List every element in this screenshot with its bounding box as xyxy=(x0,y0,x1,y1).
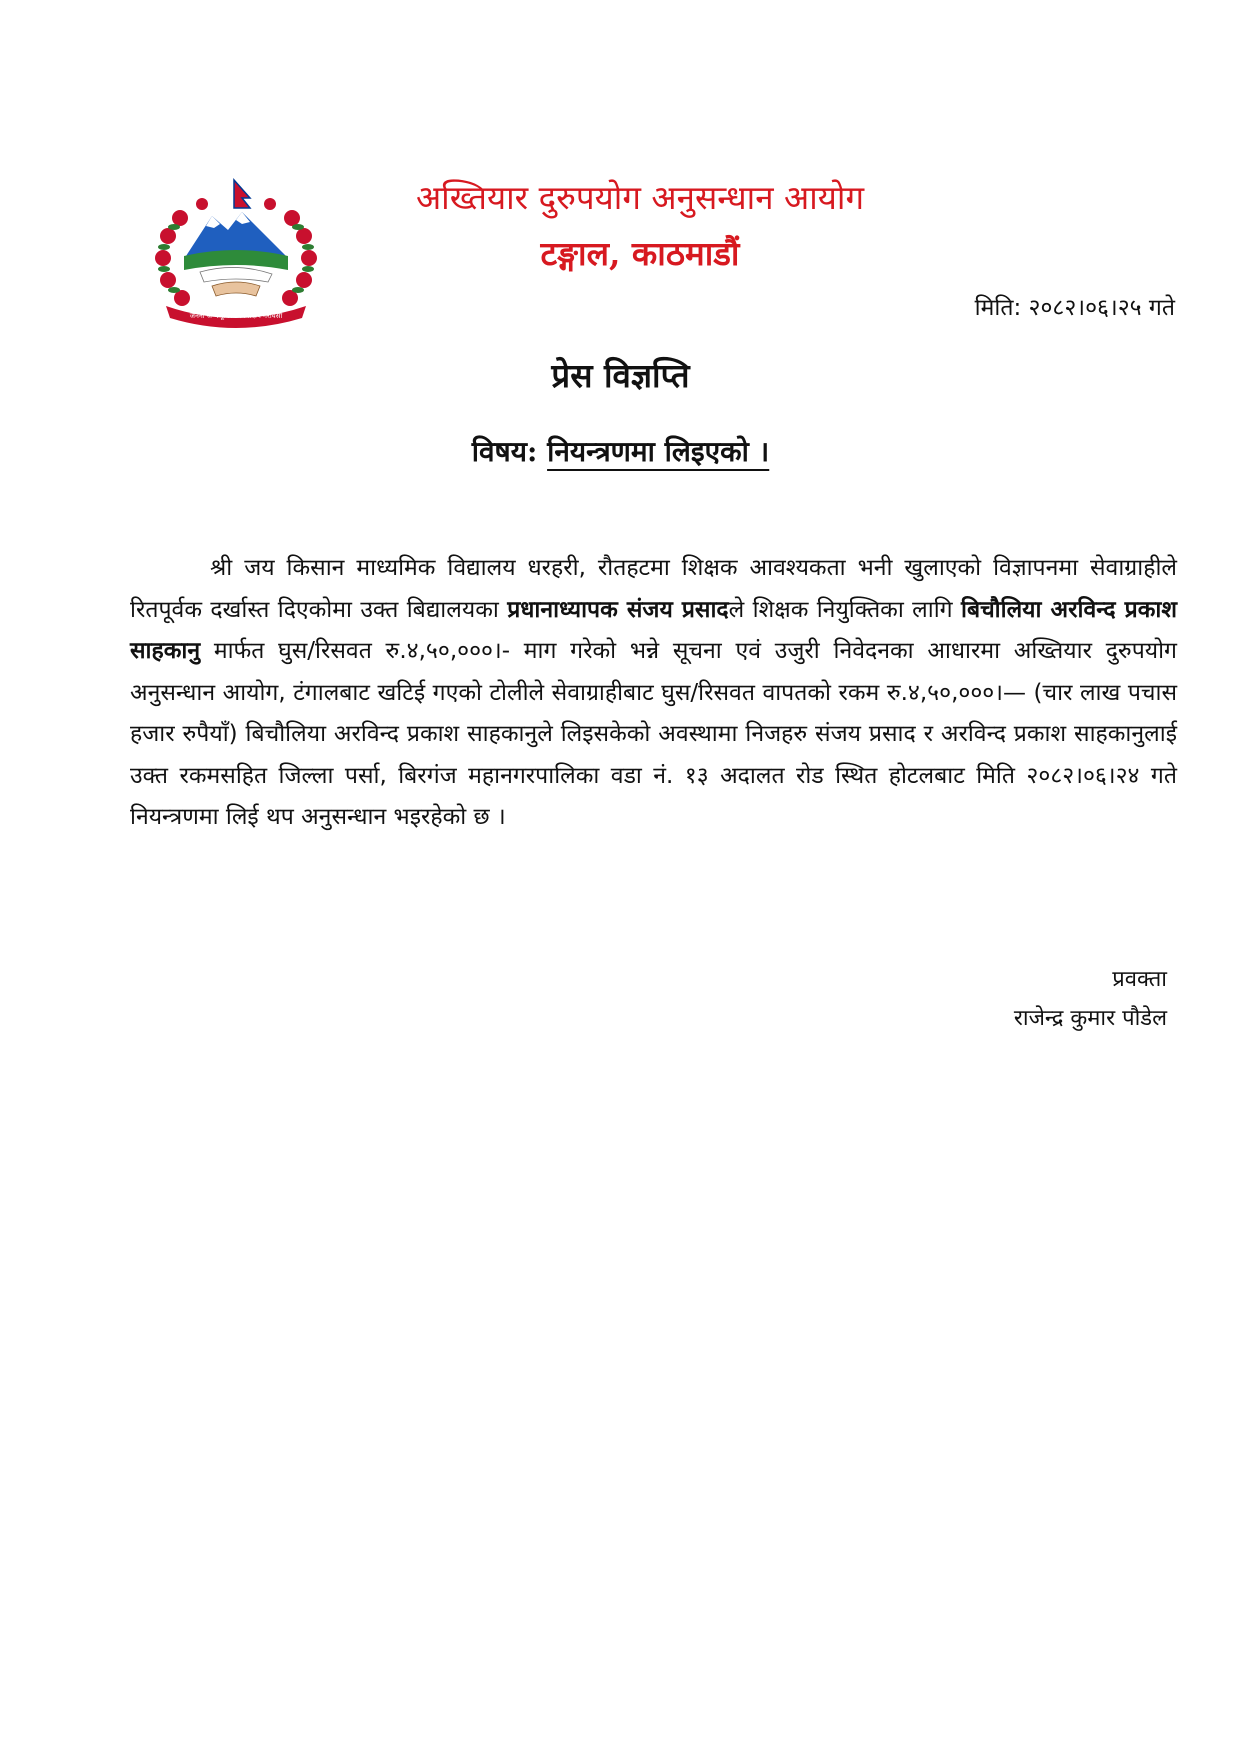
body-text-1: श्री जय किसान माध्यमिक विद्यालय धरहरी, रौतहटमा शिक्षक आवश्यकता भनी खुलाएको विज्ञापनमा सेवाग्राहीले रितपूर्वक दर्खास्त दिएकोमा उक्त बिद्यालयका xyxy=(130,555,1177,623)
body-bold-1: प्रधानाध्यापक संजय प्रसाद xyxy=(507,596,729,623)
body-bold-2: बिचौलिया अरविन्द प्रकाश साहकानु xyxy=(130,596,1177,664)
subject-text: नियन्त्रणमा लिइएको । xyxy=(547,435,770,468)
subject-line xyxy=(0,432,1241,470)
emblem-motto: जननी जन्मभूमिश्च स्वर्गादपि गरीयसी xyxy=(189,312,283,320)
nepal-emblem-icon xyxy=(150,178,322,328)
body-text-2: ले शिक्षक नियुक्तिका लागि xyxy=(728,596,961,623)
body-paragraph xyxy=(130,548,1177,839)
document-date: मिति: २०८२।०६।२५ गते xyxy=(974,295,1175,321)
body-text-3: मार्फत घुस/रिसवत रु.४,५०,०००।- माग गरेको भन्ने सूचना एवं उजुरी निवेदनका आधारमा अख्तियार दुरुपयोग अनुसन्धान आयोग, टंगालबाट खटिई गएको टोलीले सेवाग्राहीबाट घुस/रिसवत वापतको रकम रु.४,५०,०००।— (चार लाख पचास हजार रुपैयाँ) बिचौलिया अरविन्द प्रकाश साहकानुले लिइसकेको अवस्थामा निजहरु संजय प्रसाद र अरविन्द प्रकाश साहकानुलाई उक्त रकमसहित जिल्ला पर्सा, बिरगंज महानगरपालिका वडा नं. १३ अदालत रोड स्थित होटलबाट मिति २०८२।०६।२४ गते नियन्त्रणमा लिई थप अनुसन्धान भइरहेको छ । xyxy=(130,638,1177,830)
document-title: प्रेस विज्ञप्ति xyxy=(551,356,690,395)
signature-name: राजेन्द्र कुमार पौडेल xyxy=(1013,1006,1167,1031)
signature-block xyxy=(1014,960,1167,1038)
signature-role: प्रवक्ता xyxy=(1112,967,1167,992)
organization-address: टङ्गाल, काठमाडौं xyxy=(540,234,740,273)
organization-name: अख्तियार दुरुपयोग अनुसन्धान आयोग xyxy=(415,178,865,217)
subject-label: विषय: xyxy=(471,435,538,468)
organization-header xyxy=(380,176,900,276)
